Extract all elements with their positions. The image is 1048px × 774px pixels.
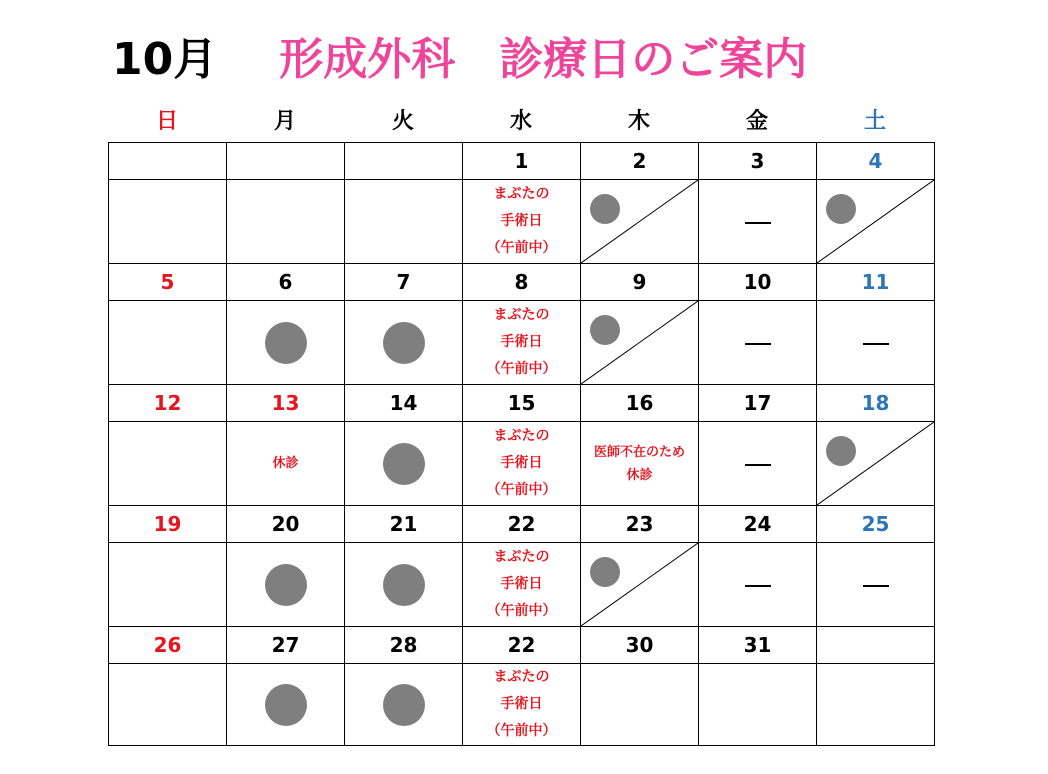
status-half-cell — [817, 422, 935, 506]
surgery-note-cell — [463, 301, 581, 385]
day-number: 1 — [463, 143, 581, 180]
dash-icon — [745, 585, 771, 587]
circle-icon — [265, 322, 307, 364]
surgery-note-line: まぶたの — [493, 307, 550, 323]
surgery-note-cell — [463, 180, 581, 264]
day-number: 2 — [581, 143, 699, 180]
weekday-mon: 月 — [273, 109, 296, 134]
day-number: 17 — [699, 385, 817, 422]
day-number: 7 — [345, 264, 463, 301]
week-number-row — [109, 143, 935, 180]
status-full-cell — [345, 543, 463, 627]
status-full-cell — [227, 301, 345, 385]
week-status-row — [109, 301, 935, 385]
weekday-sat: 土 — [863, 109, 886, 134]
day-number: 4 — [817, 143, 935, 180]
dash-icon — [863, 585, 889, 587]
day-number: 21 — [345, 506, 463, 543]
status-full-cell — [345, 301, 463, 385]
day-number: 22 — [463, 627, 581, 664]
day-number: 15 — [463, 385, 581, 422]
surgery-note-line: 手術日 — [500, 696, 543, 712]
title-text: 形成外科 診療日のご案内 — [279, 34, 808, 85]
weekday-sun: 日 — [155, 109, 178, 134]
surgery-note-line: （午前中） — [486, 361, 557, 377]
surgery-note-cell — [463, 664, 581, 746]
day-number: 30 — [581, 627, 699, 664]
empty-cell — [227, 180, 345, 264]
week-status-row — [109, 180, 935, 264]
surgery-note-line: （午前中） — [486, 603, 557, 619]
day-number: 24 — [699, 506, 817, 543]
status-full-cell — [227, 543, 345, 627]
day-number: 19 — [109, 506, 227, 543]
status-closed-cell — [699, 301, 817, 385]
week-status-row — [109, 664, 935, 746]
day-number: 16 — [581, 385, 699, 422]
day-number: 28 — [345, 627, 463, 664]
empty-cell — [581, 664, 699, 746]
empty-cell — [109, 422, 227, 506]
status-half-cell — [581, 180, 699, 264]
day-number: 12 — [109, 385, 227, 422]
surgery-note-cell — [463, 422, 581, 506]
surgery-note-line: （午前中） — [486, 482, 557, 498]
day-number — [345, 143, 463, 180]
day-number: 22 — [463, 506, 581, 543]
day-number: 6 — [227, 264, 345, 301]
surgery-note-line: まぶたの — [493, 186, 550, 202]
week-number-row — [109, 264, 935, 301]
weekday-thu: 木 — [627, 109, 650, 134]
circle-icon — [383, 684, 425, 726]
surgery-note-line: （午前中） — [486, 723, 557, 739]
weekday-tue: 火 — [391, 109, 414, 134]
page-title — [112, 30, 807, 90]
surgery-note-line: まぶたの — [493, 428, 550, 444]
status-full-cell — [345, 664, 463, 746]
status-full-cell — [227, 664, 345, 746]
circle-icon — [383, 322, 425, 364]
small-circle-icon — [590, 315, 620, 345]
empty-cell — [109, 301, 227, 385]
small-circle-icon — [826, 436, 856, 466]
circle-icon — [265, 564, 307, 606]
day-number: 26 — [109, 627, 227, 664]
surgery-note-line: まぶたの — [493, 549, 550, 565]
status-closed-cell — [817, 301, 935, 385]
empty-cell — [109, 180, 227, 264]
weekday-fri: 金 — [745, 109, 768, 134]
day-number: 9 — [581, 264, 699, 301]
dash-icon — [863, 343, 889, 345]
status-closed-cell — [699, 422, 817, 506]
status-full-cell — [345, 422, 463, 506]
calendar-table — [108, 142, 935, 746]
surgery-note-line: （午前中） — [486, 240, 557, 256]
small-circle-icon — [826, 194, 856, 224]
day-number — [227, 143, 345, 180]
empty-cell — [109, 543, 227, 627]
week-status-row — [109, 543, 935, 627]
doctor-absent-note: 休診 — [626, 467, 653, 483]
status-closed-cell — [699, 180, 817, 264]
dash-icon — [745, 343, 771, 345]
weekday-header — [108, 104, 936, 140]
small-circle-icon — [590, 557, 620, 587]
status-closed-cell — [699, 543, 817, 627]
empty-cell — [345, 180, 463, 264]
dash-icon — [745, 464, 771, 466]
surgery-note-line: まぶたの — [493, 669, 550, 685]
closed-note: 休診 — [272, 456, 299, 471]
surgery-note-line: 手術日 — [500, 213, 543, 229]
day-number: 8 — [463, 264, 581, 301]
day-number: 25 — [817, 506, 935, 543]
dash-icon — [745, 222, 771, 224]
doctor-absent-cell — [581, 422, 699, 506]
day-number: 14 — [345, 385, 463, 422]
surgery-note-line: 手術日 — [500, 455, 543, 471]
small-circle-icon — [590, 194, 620, 224]
week-number-row — [109, 385, 935, 422]
status-closed-cell — [817, 543, 935, 627]
day-number: 20 — [227, 506, 345, 543]
weekday-wed: 水 — [509, 109, 532, 134]
status-half-cell — [817, 180, 935, 264]
week-number-row — [109, 627, 935, 664]
week-number-row — [109, 506, 935, 543]
empty-cell — [817, 664, 935, 746]
empty-cell — [699, 664, 817, 746]
day-number: 10 — [699, 264, 817, 301]
circle-icon — [383, 564, 425, 606]
day-number — [817, 627, 935, 664]
day-number: 13 — [227, 385, 345, 422]
closed-note-cell — [227, 422, 345, 506]
day-number: 11 — [817, 264, 935, 301]
month-label: 10月 — [112, 34, 218, 85]
doctor-absent-note: 医師不在のため — [593, 444, 685, 460]
circle-icon — [383, 443, 425, 485]
day-number: 5 — [109, 264, 227, 301]
day-number: 27 — [227, 627, 345, 664]
day-number: 18 — [817, 385, 935, 422]
day-number: 23 — [581, 506, 699, 543]
circle-icon — [265, 684, 307, 726]
status-half-cell — [581, 543, 699, 627]
surgery-note-line: 手術日 — [500, 576, 543, 592]
week-status-row — [109, 422, 935, 506]
surgery-note-line: 手術日 — [500, 334, 543, 350]
day-number: 3 — [699, 143, 817, 180]
day-number: 31 — [699, 627, 817, 664]
surgery-note-cell — [463, 543, 581, 627]
status-half-cell — [581, 301, 699, 385]
day-number — [109, 143, 227, 180]
empty-cell — [109, 664, 227, 746]
